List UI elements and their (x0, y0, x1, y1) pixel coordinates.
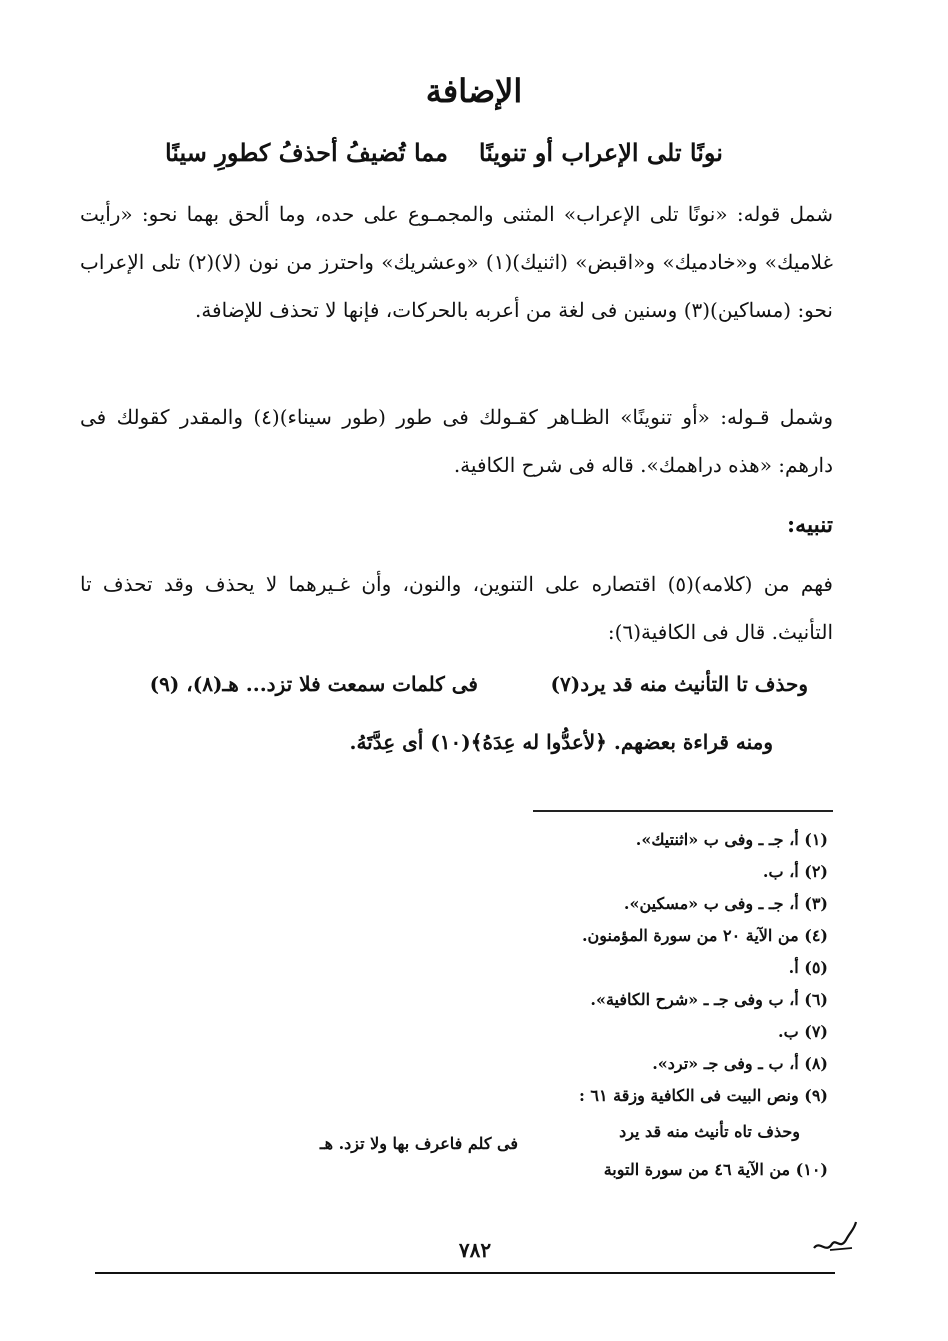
footnote-8: (٨) أ، ب ـ وفى جـ «ترد». (652, 1054, 828, 1073)
footnote-divider (533, 810, 833, 812)
kafiya-verse-second-hemistich: فى كلمات سمعت فلا تزد... هـ(٨)، (٩) (149, 672, 478, 696)
footnote-4: (٤) من الآية ٢٠ من سورة المؤمنون. (581, 926, 828, 945)
page-title: الإضافة (425, 72, 523, 110)
scribble-mark (810, 1210, 860, 1260)
verse-first-hemistich: نونًا تلى الإعراب أو تنوينًا (478, 138, 723, 167)
paragraph-1: شمل قوله: «نونًا تلى الإعراب» المثنى والمجمـوع على حده، وما ألحق بهما نحو: «رأيت غلاميك» و«خادميك» و«اقبض» (اثنيك)(١) «وعشريك» واحترز من نون (لا)(٢) تلى الإعراب نحو: (مساكين)(٣) وسنين فى لغة من أعربه بالحركات، فإنها لا تحذف للإضافة. (80, 202, 833, 322)
footnote-9: (٩) ونص البيت فى الكافية وزقة ٦١ : (578, 1086, 828, 1105)
paragraph-2: وشمل قـوله: «أو تنوينًا» الظـاهر كقـولك فى طور (طور سيناء)(٤) والمقدر كقولك فى دارهم: «هذه دراهمك». قاله فى شرح الكافية. (80, 405, 834, 477)
footnote-2: (٢) أ، ب. (762, 862, 828, 881)
footnote-verse-second-hemistich: فى كلم فاعرف بها ولا تزد. هـ (319, 1134, 518, 1153)
page-number: ٧٨٢ (458, 1238, 492, 1262)
footnote-verse-first-hemistich: وحذف تاه تأنيث منه قد يرد (619, 1122, 800, 1141)
reading-line: ومنه قراءة بعضهم. ﴿لأعدُّوا له عِدَهُ﴾(١٠) أى عِدَّتَهُ. (349, 730, 773, 754)
verse-second-hemistich: مما تُضيفُ أحذفُ كطورِ سينًا (164, 138, 448, 167)
footnote-7: (٧) ب. (778, 1022, 828, 1041)
footnote-10: (١٠) من الآية ٤٦ من سورة التوبة (603, 1160, 828, 1179)
footnote-6: (٦) أ، ب وفى جـ ـ «شرح الكافية». (590, 990, 828, 1009)
tanbih-paragraph: فهم من (كلامه)(٥) اقتصاره على التنوين، والنون، وأن غـيرهما لا يحذف وقد تحذف تا التأنيث. قال فى الكافية(٦): (80, 572, 833, 644)
footnote-3: (٣) أ، جـ ـ وفى ب «مسكين». (623, 894, 828, 913)
tanbih-heading: تنبيه: (787, 512, 833, 538)
footnote-5: (٥) أ. (788, 958, 828, 977)
footnote-1: (١) أ، جـ ـ وفى ب «اثنتيك». (635, 830, 828, 849)
bottom-rule (95, 1272, 835, 1274)
kafiya-verse-first-hemistich: وحذف تا التأنيث منه قد يرد(٧) (550, 672, 808, 696)
